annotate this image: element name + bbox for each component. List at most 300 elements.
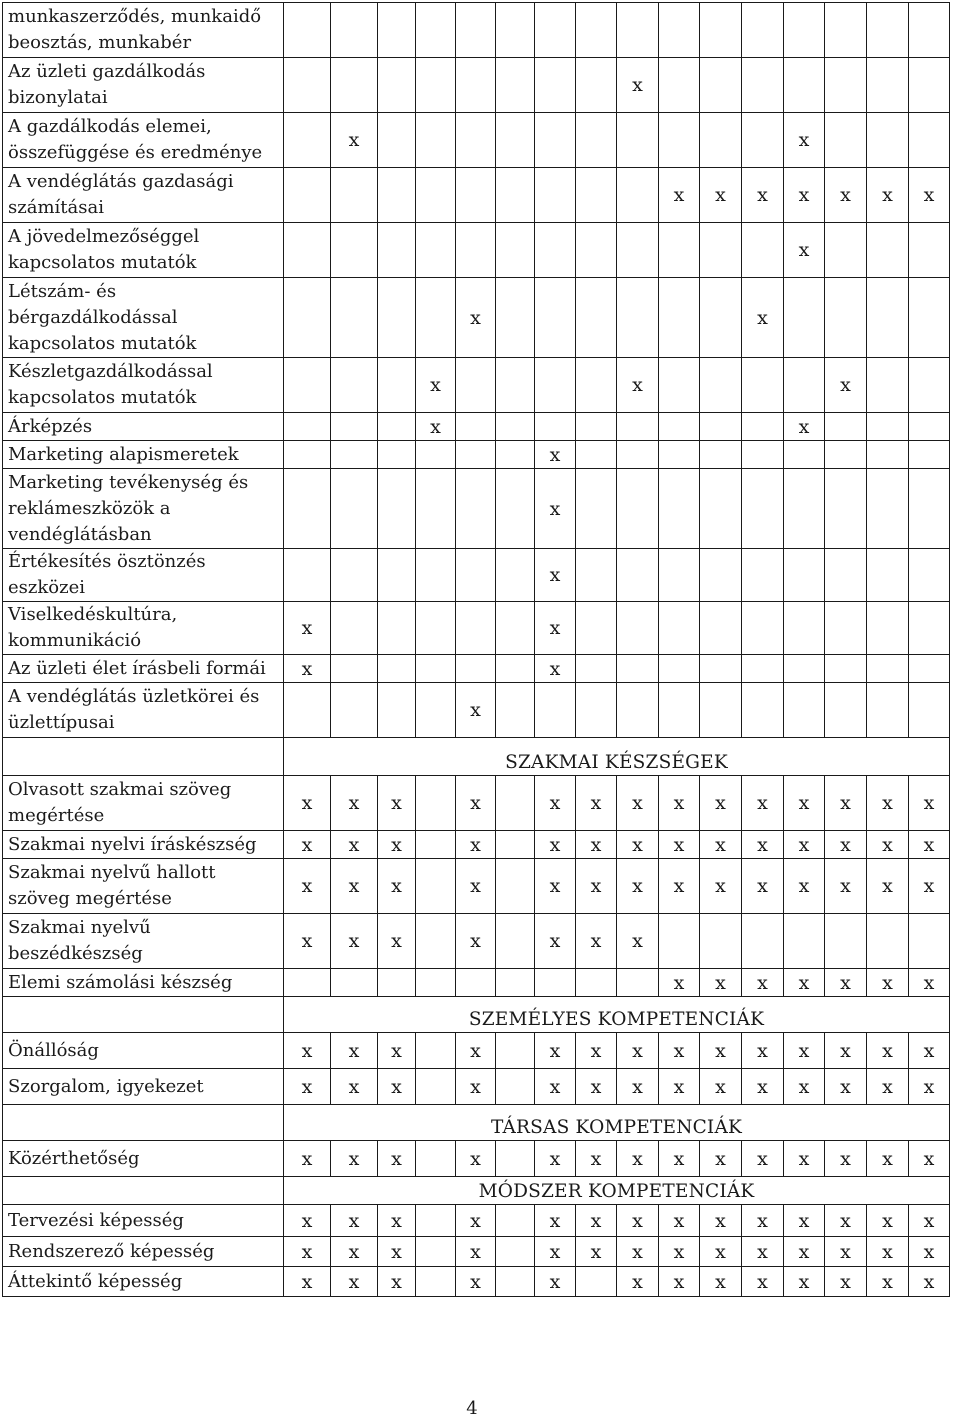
mark-cell	[284, 549, 331, 602]
x-mark: x	[673, 875, 685, 897]
mark-cell	[659, 1033, 700, 1069]
row-label: Olvasott szakmai szöveg megértése	[3, 776, 284, 831]
mark-cell	[742, 1205, 784, 1237]
x-mark: x	[798, 1270, 810, 1293]
mark-cell	[659, 914, 700, 969]
mark-cell	[378, 1069, 416, 1105]
mark-cell	[784, 683, 825, 738]
mark-cell	[535, 776, 576, 831]
mark-cell	[456, 1033, 496, 1069]
mark-cell	[331, 358, 378, 413]
mark-cell	[867, 1237, 909, 1267]
x-mark: x	[715, 833, 726, 856]
mark-cell	[784, 1033, 825, 1069]
mark-cell	[867, 358, 909, 413]
x-mark: x	[470, 833, 481, 856]
mark-cell	[496, 358, 535, 413]
row-label: Viselkedéskultúra, kommunikáció	[3, 602, 284, 655]
mark-cell	[742, 358, 784, 413]
mark-cell	[617, 1141, 659, 1177]
section-title: SZEMÉLYES KOMPETENCIÁK	[284, 997, 950, 1033]
x-mark: x	[882, 184, 893, 206]
mark-cell	[784, 655, 825, 683]
mark-cell	[825, 223, 867, 278]
mark-cell	[535, 413, 576, 441]
x-mark: x	[391, 1240, 402, 1263]
x-mark: x	[798, 875, 810, 897]
x-mark: x	[673, 1147, 685, 1170]
mark-cell	[496, 914, 535, 969]
mark-cell	[416, 655, 456, 683]
mark-cell	[700, 413, 742, 441]
mark-cell	[284, 358, 331, 413]
mark-cell	[617, 168, 659, 223]
x-mark: x	[549, 617, 561, 639]
x-mark: x	[301, 1270, 313, 1293]
x-mark: x	[715, 1039, 726, 1062]
mark-cell	[576, 683, 617, 738]
mark-cell	[909, 358, 950, 413]
mark-cell	[617, 549, 659, 602]
mark-cell	[784, 602, 825, 655]
mark-cell	[909, 859, 950, 914]
mark-cell	[331, 223, 378, 278]
x-mark: x	[798, 1240, 810, 1263]
mark-cell	[700, 831, 742, 859]
x-mark: x	[840, 1209, 851, 1232]
mark-cell	[742, 549, 784, 602]
mark-cell	[576, 1267, 617, 1297]
mark-cell	[496, 776, 535, 831]
mark-cell	[331, 1205, 378, 1237]
x-mark: x	[840, 1147, 851, 1170]
mark-cell	[456, 549, 496, 602]
table-row	[3, 969, 950, 997]
x-mark: x	[715, 1147, 726, 1170]
mark-cell	[659, 549, 700, 602]
mark-cell	[617, 655, 659, 683]
mark-cell	[659, 113, 700, 168]
mark-cell	[456, 859, 496, 914]
x-mark: x	[470, 1147, 481, 1170]
mark-cell	[378, 358, 416, 413]
x-mark: x	[923, 1270, 935, 1293]
x-mark: x	[348, 129, 360, 151]
mark-cell	[576, 1033, 617, 1069]
mark-cell	[825, 3, 867, 58]
mark-cell	[378, 113, 416, 168]
mark-cell	[700, 58, 742, 113]
row-label: Áttekintő képesség	[3, 1267, 284, 1297]
mark-cell	[825, 1033, 867, 1069]
mark-cell	[416, 58, 456, 113]
mark-cell	[742, 1069, 784, 1105]
mark-cell	[742, 831, 784, 859]
mark-cell	[909, 168, 950, 223]
x-mark: x	[391, 1209, 402, 1232]
mark-cell	[742, 168, 784, 223]
x-mark: x	[549, 833, 561, 856]
mark-cell	[331, 914, 378, 969]
x-mark: x	[673, 792, 685, 814]
mark-cell	[284, 831, 331, 859]
mark-cell	[825, 113, 867, 168]
mark-cell	[576, 1237, 617, 1267]
x-mark: x	[301, 833, 313, 856]
mark-cell	[378, 413, 416, 441]
mark-cell	[867, 602, 909, 655]
mark-cell	[784, 859, 825, 914]
mark-cell	[825, 168, 867, 223]
row-label: Tervezési képesség	[3, 1205, 284, 1237]
mark-cell	[284, 278, 331, 358]
mark-cell	[909, 776, 950, 831]
mark-cell	[284, 1267, 331, 1297]
mark-cell	[784, 776, 825, 831]
x-mark: x	[470, 875, 481, 897]
row-label: A vendéglátás gazdasági számításai	[3, 168, 284, 223]
x-mark: x	[348, 1039, 360, 1062]
mark-cell	[659, 776, 700, 831]
mark-cell	[456, 441, 496, 469]
mark-cell	[416, 441, 456, 469]
mark-cell	[331, 58, 378, 113]
mark-cell	[416, 1267, 456, 1297]
mark-cell	[331, 3, 378, 58]
table-row	[3, 441, 950, 469]
mark-cell	[700, 469, 742, 549]
mark-cell	[909, 113, 950, 168]
mark-cell	[659, 223, 700, 278]
x-mark: x	[923, 184, 935, 206]
x-mark: x	[549, 497, 561, 520]
mark-cell	[909, 683, 950, 738]
mark-cell	[617, 859, 659, 914]
mark-cell	[742, 413, 784, 441]
x-mark: x	[757, 1147, 768, 1170]
x-mark: x	[882, 875, 893, 897]
mark-cell	[496, 58, 535, 113]
mark-cell	[416, 859, 456, 914]
x-mark: x	[673, 1075, 685, 1098]
section-label-cell	[3, 1105, 284, 1141]
mark-cell	[825, 441, 867, 469]
section-title: SZAKMAI KÉSZSÉGEK	[284, 738, 950, 776]
x-mark: x	[590, 792, 602, 814]
x-mark: x	[590, 833, 602, 856]
mark-cell	[576, 655, 617, 683]
mark-cell	[378, 223, 416, 278]
mark-cell	[742, 58, 784, 113]
mark-cell	[659, 168, 700, 223]
mark-cell	[535, 602, 576, 655]
x-mark: x	[798, 1075, 810, 1098]
mark-cell	[331, 969, 378, 997]
x-mark: x	[798, 792, 810, 814]
x-mark: x	[470, 1270, 481, 1293]
x-mark: x	[348, 1270, 360, 1293]
mark-cell	[378, 1033, 416, 1069]
x-mark: x	[673, 833, 685, 856]
mark-cell	[496, 469, 535, 549]
x-mark: x	[757, 1075, 768, 1098]
mark-cell	[535, 113, 576, 168]
mark-cell	[867, 1267, 909, 1297]
mark-cell	[456, 683, 496, 738]
mark-cell	[659, 278, 700, 358]
x-mark: x	[715, 971, 726, 994]
x-mark: x	[301, 1039, 313, 1062]
x-mark: x	[840, 1075, 851, 1098]
mark-cell	[576, 113, 617, 168]
x-mark: x	[673, 971, 685, 994]
mark-cell	[784, 1069, 825, 1105]
mark-cell	[378, 683, 416, 738]
mark-cell	[700, 1141, 742, 1177]
mark-cell	[284, 859, 331, 914]
mark-cell	[535, 859, 576, 914]
mark-cell	[909, 3, 950, 58]
x-mark: x	[757, 184, 768, 206]
x-mark: x	[673, 1039, 685, 1062]
mark-cell	[284, 683, 331, 738]
mark-cell	[378, 602, 416, 655]
mark-cell	[284, 1237, 331, 1267]
mark-cell	[742, 1141, 784, 1177]
mark-cell	[867, 278, 909, 358]
x-mark: x	[882, 1075, 893, 1098]
mark-cell	[700, 168, 742, 223]
x-mark: x	[923, 792, 935, 814]
mark-cell	[416, 278, 456, 358]
mark-cell	[331, 413, 378, 441]
mark-cell	[576, 1205, 617, 1237]
mark-cell	[456, 831, 496, 859]
mark-cell	[535, 969, 576, 997]
competency-matrix-body	[3, 3, 950, 1297]
mark-cell	[331, 441, 378, 469]
mark-cell	[378, 914, 416, 969]
mark-cell	[617, 413, 659, 441]
mark-cell	[331, 549, 378, 602]
mark-cell	[535, 1141, 576, 1177]
row-label: Szakmai nyelvi íráskészség	[3, 831, 284, 859]
x-mark: x	[840, 1240, 851, 1263]
x-mark: x	[391, 875, 402, 897]
mark-cell	[496, 655, 535, 683]
x-mark: x	[549, 1039, 561, 1062]
mark-cell	[284, 3, 331, 58]
mark-cell	[909, 914, 950, 969]
mark-cell	[825, 549, 867, 602]
section-label-cell	[3, 997, 284, 1033]
x-mark: x	[301, 1240, 313, 1263]
x-mark: x	[590, 875, 602, 897]
x-mark: x	[673, 1270, 685, 1293]
mark-cell	[700, 3, 742, 58]
mark-cell	[378, 469, 416, 549]
mark-cell	[378, 168, 416, 223]
x-mark: x	[673, 184, 685, 206]
table-row	[3, 58, 950, 113]
x-mark: x	[348, 792, 360, 814]
x-mark: x	[882, 971, 893, 994]
mark-cell	[742, 776, 784, 831]
mark-cell	[284, 602, 331, 655]
mark-cell	[784, 1237, 825, 1267]
mark-cell	[867, 859, 909, 914]
mark-cell	[416, 549, 456, 602]
x-mark: x	[470, 306, 481, 329]
x-mark: x	[470, 1075, 481, 1098]
mark-cell	[700, 441, 742, 469]
x-mark: x	[673, 1209, 685, 1232]
row-label: Árképzés	[3, 413, 284, 441]
mark-cell	[535, 168, 576, 223]
mark-cell	[617, 914, 659, 969]
mark-cell	[742, 3, 784, 58]
mark-cell	[867, 1205, 909, 1237]
mark-cell	[496, 113, 535, 168]
mark-cell	[416, 602, 456, 655]
mark-cell	[331, 1141, 378, 1177]
mark-cell	[659, 1141, 700, 1177]
mark-cell	[867, 1069, 909, 1105]
mark-cell	[416, 831, 456, 859]
mark-cell	[700, 1033, 742, 1069]
mark-cell	[535, 549, 576, 602]
x-mark: x	[882, 1039, 893, 1062]
mark-cell	[576, 413, 617, 441]
mark-cell	[825, 58, 867, 113]
mark-cell	[909, 655, 950, 683]
x-mark: x	[470, 930, 481, 952]
mark-cell	[284, 58, 331, 113]
x-mark: x	[632, 374, 643, 396]
mark-cell	[742, 278, 784, 358]
mark-cell	[867, 1141, 909, 1177]
row-label: Szorgalom, igyekezet	[3, 1069, 284, 1105]
competency-matrix-table	[2, 2, 950, 1297]
mark-cell	[742, 683, 784, 738]
mark-cell	[576, 831, 617, 859]
table-row	[3, 683, 950, 738]
mark-cell	[825, 683, 867, 738]
x-mark: x	[840, 792, 851, 814]
section-header-row	[3, 1105, 950, 1141]
mark-cell	[700, 914, 742, 969]
row-label: Szakmai nyelvű beszédkészség	[3, 914, 284, 969]
x-mark: x	[798, 129, 810, 151]
mark-cell	[617, 1205, 659, 1237]
x-mark: x	[632, 1240, 643, 1263]
x-mark: x	[301, 792, 313, 814]
mark-cell	[378, 3, 416, 58]
mark-cell	[284, 413, 331, 441]
row-label: Az üzleti élet írásbeli formái	[3, 655, 284, 683]
mark-cell	[378, 549, 416, 602]
mark-cell	[867, 469, 909, 549]
mark-cell	[416, 1141, 456, 1177]
mark-cell	[700, 859, 742, 914]
mark-cell	[576, 549, 617, 602]
mark-cell	[378, 278, 416, 358]
mark-cell	[867, 168, 909, 223]
mark-cell	[700, 969, 742, 997]
table-row	[3, 1267, 950, 1297]
x-mark: x	[549, 875, 561, 897]
mark-cell	[784, 831, 825, 859]
x-mark: x	[470, 792, 481, 814]
x-mark: x	[590, 1075, 602, 1098]
mark-cell	[700, 1267, 742, 1297]
x-mark: x	[391, 1039, 402, 1062]
mark-cell	[284, 1141, 331, 1177]
mark-cell	[456, 1069, 496, 1105]
mark-cell	[535, 223, 576, 278]
mark-cell	[535, 831, 576, 859]
row-label: A gazdálkodás elemei, összefüggése és eredménye	[3, 113, 284, 168]
mark-cell	[576, 223, 617, 278]
mark-cell	[496, 223, 535, 278]
x-mark: x	[882, 1147, 893, 1170]
mark-cell	[784, 549, 825, 602]
x-mark: x	[757, 1240, 768, 1263]
page-number: 4	[466, 1398, 478, 1419]
mark-cell	[456, 223, 496, 278]
x-mark: x	[757, 306, 768, 329]
x-mark: x	[632, 74, 643, 96]
x-mark: x	[632, 1147, 643, 1170]
x-mark: x	[632, 1039, 643, 1062]
mark-cell	[496, 1267, 535, 1297]
row-label: munkaszerződés, munkaidő beosztás, munkabér	[3, 3, 284, 58]
mark-cell	[867, 441, 909, 469]
mark-cell	[331, 831, 378, 859]
x-mark: x	[430, 415, 441, 438]
mark-cell	[284, 776, 331, 831]
mark-cell	[496, 602, 535, 655]
mark-cell	[909, 831, 950, 859]
mark-cell	[456, 655, 496, 683]
mark-cell	[909, 413, 950, 441]
x-mark: x	[549, 443, 561, 466]
mark-cell	[496, 1205, 535, 1237]
table-row	[3, 1069, 950, 1105]
x-mark: x	[923, 833, 935, 856]
mark-cell	[659, 602, 700, 655]
mark-cell	[617, 969, 659, 997]
mark-cell	[909, 58, 950, 113]
x-mark: x	[391, 1147, 402, 1170]
mark-cell	[378, 831, 416, 859]
mark-cell	[535, 1205, 576, 1237]
x-mark: x	[798, 1147, 810, 1170]
mark-cell	[742, 1033, 784, 1069]
x-mark: x	[840, 971, 851, 994]
mark-cell	[867, 1033, 909, 1069]
mark-cell	[416, 1033, 456, 1069]
mark-cell	[456, 602, 496, 655]
mark-cell	[617, 1267, 659, 1297]
mark-cell	[700, 1237, 742, 1267]
mark-cell	[576, 168, 617, 223]
mark-cell	[784, 413, 825, 441]
mark-cell	[284, 914, 331, 969]
x-mark: x	[715, 1209, 726, 1232]
x-mark: x	[632, 833, 643, 856]
mark-cell	[784, 3, 825, 58]
